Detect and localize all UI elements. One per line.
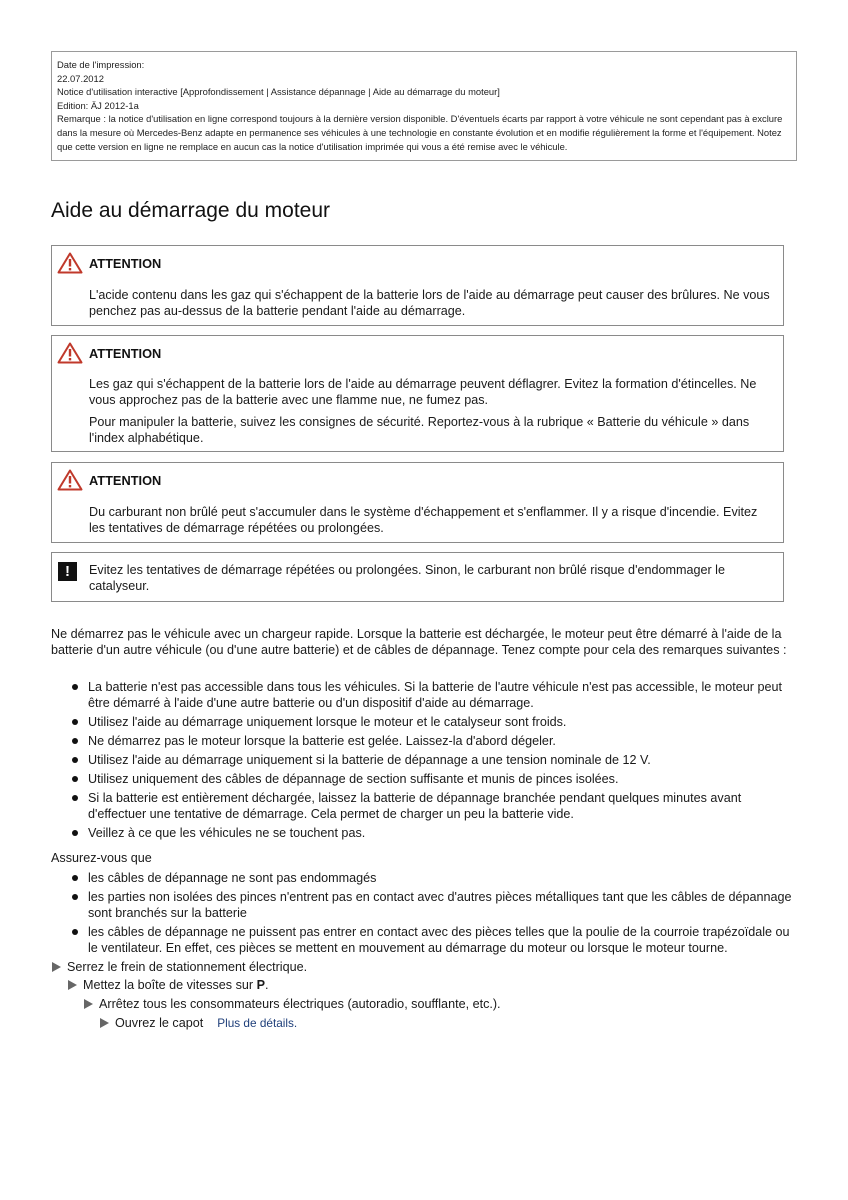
checks-list [70, 870, 798, 959]
bullet-icon [72, 894, 78, 900]
warning-triangle-icon [57, 469, 83, 491]
list-item [70, 714, 798, 730]
list-item [70, 889, 798, 921]
step-arrow-icon [100, 1018, 109, 1028]
bullet-icon [72, 684, 78, 690]
warning-heading: ATTENTION [89, 346, 162, 361]
intro-paragraph: Ne démarrez pas le véhicule avec un chargeur rapide. Lorsque la batterie est déchargée, le moteur peut être démarré à l'aide de la batterie d'un autre véhicule (ou d'une autre batterie) et de câbles de dépannage. Tenez compte pour cela des remarques suivantes : [51, 627, 787, 657]
list-item [70, 733, 798, 749]
warning-box-2 [51, 335, 784, 452]
print-info-box [51, 51, 797, 161]
bullet-icon [72, 795, 78, 801]
step-text: Ouvrez le capot [115, 1016, 204, 1030]
warning-triangle-icon [57, 252, 83, 274]
warning-heading: ATTENTION [89, 256, 162, 271]
list-item-text: Ne démarrez pas le moteur lorsque la batterie est gelée. Laissez-la d'abord dégeler. [88, 734, 556, 748]
list-item [70, 771, 798, 787]
print-date-value: 22.07.2012 [57, 72, 104, 84]
list-item [70, 825, 798, 841]
warning-text: Pour manipuler la batterie, suivez les consignes de sécurité. Reportez-vous à la rubrique « Batterie du véhicule » dans l'index alphabétique. [89, 415, 750, 445]
edition: Edition: ÄJ 2012-1a [57, 99, 139, 111]
list-item-text: les câbles de dépannage ne sont pas endommagés [88, 871, 377, 885]
warning-text: Du carburant non brûlé peut s'accumuler dans le système d'échappement et s'enflammer. Il y a risque d'incendie. Evitez les tentatives de démarrage répétées ou prolongées. [89, 505, 758, 535]
checks-intro: Assurez-vous que [51, 851, 152, 865]
more-details-link[interactable]: Plus de détails. [217, 1016, 298, 1030]
warning-text: Les gaz qui s'échappent de la batterie lors de l'aide au démarrage peuvent déflagrer. Evitez la formation d'étincelles. Ne vous approchez pas de la batterie avec une flamme nue, ne fumez pas. [89, 377, 757, 407]
list-item-text: La batterie n'est pas accessible dans tous les véhicules. Si la batterie de l'autre véhicule n'est pas accessible, le moteur peut être démarré à l'aide d'une autre batterie ou d'un dispositif d'aide au démarrage. [88, 680, 782, 710]
step-arrow-icon [68, 980, 77, 990]
step-text: Mettez la boîte de vitesses sur [83, 978, 257, 992]
exclamation-icon: ! [58, 562, 77, 581]
bullet-icon [72, 738, 78, 744]
remarks-list [70, 679, 798, 844]
list-item-text: Utilisez l'aide au démarrage uniquement si la batterie de dépannage a une tension nominale de 12 V. [88, 753, 651, 767]
step-1 [52, 959, 307, 975]
step-text: Arrêtez tous les consommateurs électriques (autoradio, soufflante, etc.). [99, 997, 501, 1011]
list-item-text: les parties non isolées des pinces n'entrent pas en contact avec d'autres pièces métalliques tant que les câbles de dépannage sont branchés sur la batterie [88, 890, 792, 920]
bullet-icon [72, 929, 78, 935]
bullet-icon [72, 830, 78, 836]
gear-position: P [256, 978, 266, 992]
bullet-icon [72, 875, 78, 881]
step-3 [84, 996, 501, 1012]
bullet-icon [72, 776, 78, 782]
warning-box-3 [51, 462, 784, 543]
warning-text: L'acide contenu dans les gaz qui s'échappent de la batterie lors de l'aide au démarrage peut causer des brûlures. Ne vous penchez pas au-dessus de la batterie pendant l'aide au démarrage. [89, 288, 770, 318]
step-4 [100, 1015, 297, 1031]
list-item-text: Utilisez l'aide au démarrage uniquement lorsque le moteur et le catalyseur sont froids. [88, 715, 567, 729]
warning-heading: ATTENTION [89, 473, 162, 488]
step-2 [68, 977, 269, 993]
warning-box-1 [51, 245, 784, 326]
print-date-label: Date de l'impression: [57, 59, 145, 70]
step-arrow-icon [84, 999, 93, 1009]
list-item-text: Utilisez uniquement des câbles de dépannage de section suffisante et munis de pinces isolées. [88, 772, 619, 786]
list-item-text: Veillez à ce que les véhicules ne se touchent pas. [88, 826, 366, 840]
warning-triangle-icon [57, 342, 83, 364]
list-item [70, 924, 798, 956]
bullet-icon [72, 719, 78, 725]
notice-text: Evitez les tentatives de démarrage répétées ou prolongées. Sinon, le carburant non brûlé risque d'endommager le catalyseur. [89, 563, 725, 593]
step-text-end: . [265, 978, 269, 992]
list-item [70, 790, 798, 822]
remark: Remarque : la notice d'utilisation en ligne correspond toujours à la dernière version disponible. D'éventuels écarts par rapport à votre véhicule ne sont cependant pas à exclure dans la mesure où Mercedes-Benz adapte en permanence ses véhicules à une technologie en constante évolution et en modifie régulièrement la forme et l'équipement. Notez que cette version en ligne ne remplace en aucun cas la notice d'utilisation imprimée qui vous a été remise avec le véhicule. [57, 113, 783, 152]
document-path: Notice d'utilisation interactive [Approfondissement | Assistance dépannage | Aide au démarrage du moteur] [57, 86, 500, 98]
list-item-text: Si la batterie est entièrement déchargée, laissez la batterie de dépannage branchée pendant quelques minutes avant d'effectuer une tentative de démarrage. Cela permet de charger un peu la batterie vide. [88, 791, 742, 821]
step-text: Serrez le frein de stationnement électrique. [67, 960, 308, 974]
list-item [70, 870, 798, 886]
page-title: Aide au démarrage du moteur [51, 199, 330, 222]
notice-box [51, 552, 784, 602]
list-item [70, 752, 798, 768]
list-item-text: les câbles de dépannage ne puissent pas entrer en contact avec des pièces telles que la poulie de la courroie trapézoïdale ou le ventilateur. En effet, ces pièces se mettent en mouvement au démarrage du moteur ou lorsque le moteur tourne. [88, 925, 790, 955]
bullet-icon [72, 757, 78, 763]
step-arrow-icon [52, 962, 61, 972]
list-item [70, 679, 798, 711]
